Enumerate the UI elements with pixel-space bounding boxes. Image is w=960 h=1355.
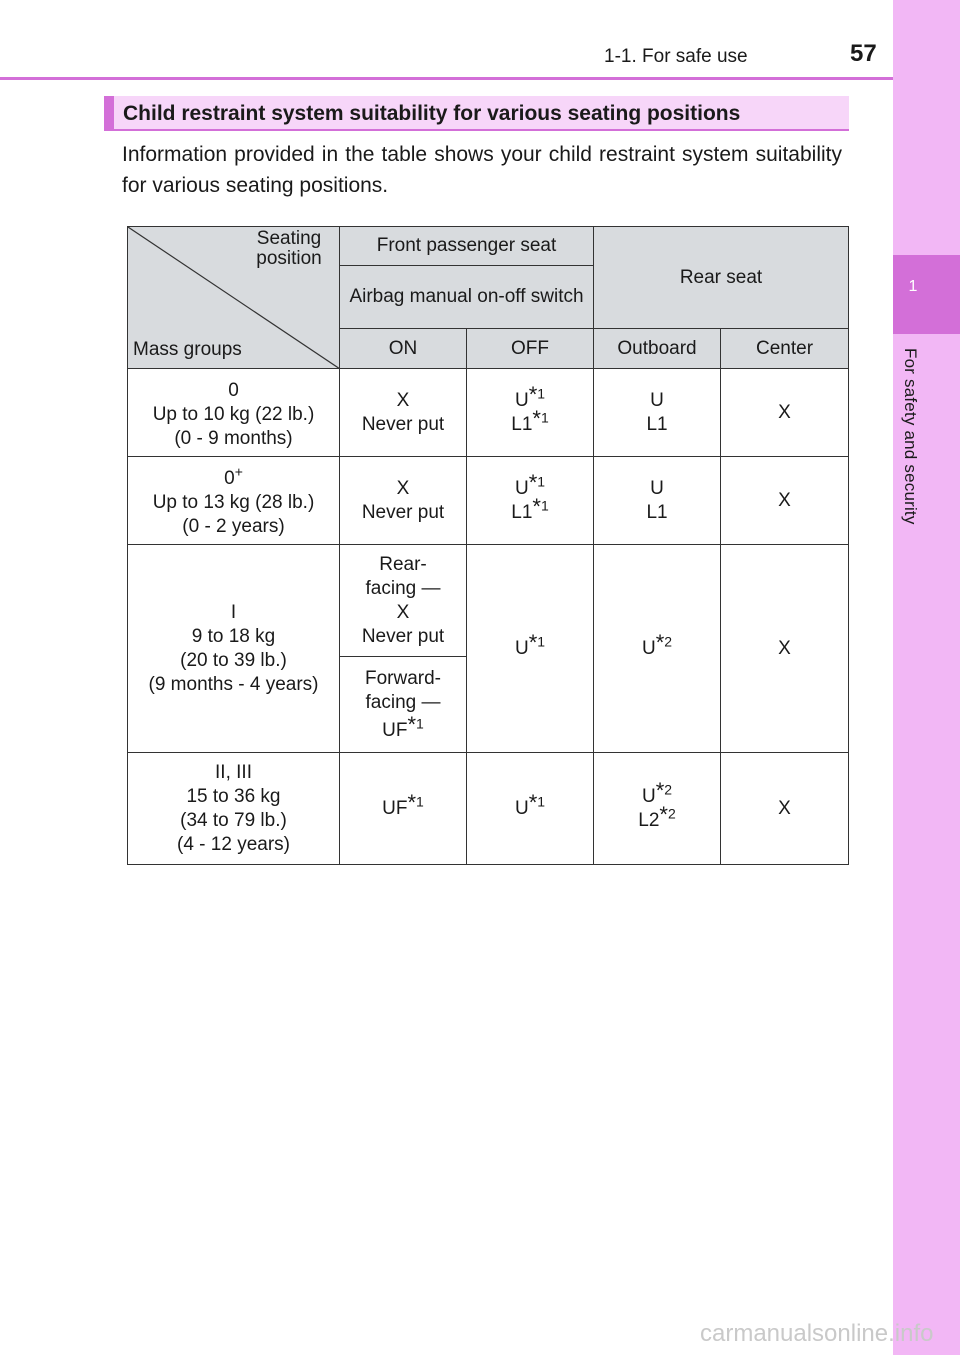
suitability-note: Never put: [361, 625, 445, 647]
suitability-code: L1: [511, 501, 533, 523]
outboard-cell: [594, 369, 721, 457]
seating-position-label: Seating position: [256, 228, 322, 269]
outboard-cell: U*$^2$ L2*$^2$: [594, 753, 721, 865]
mass-group: I: [230, 601, 237, 623]
outboard-cell: [594, 457, 721, 545]
suitability-code: U: [514, 797, 529, 819]
on-rear-facing-cell: [340, 545, 467, 657]
mass-group-plus: +: [234, 463, 243, 480]
suitability-note: Never put: [361, 413, 445, 435]
suitability-code: X: [396, 477, 410, 499]
suitability-code: X: [396, 601, 410, 623]
suitability-code: U: [650, 389, 664, 411]
col-center-header: Center: [721, 329, 849, 369]
table-row: [128, 457, 849, 545]
on-cell: [340, 369, 467, 457]
mass-range-lb: (20 to 39 lb.): [180, 649, 287, 671]
on-cell: [340, 457, 467, 545]
mass-range: 9 to 18 kg: [191, 625, 276, 647]
mass-group-cell: [128, 457, 340, 545]
mass-groups-label: Mass groups: [133, 339, 242, 360]
footnote-ref: 1: [537, 633, 546, 650]
suitability-code: UF: [382, 797, 408, 819]
footnote-ref: 1: [540, 497, 549, 514]
mass-group: II, III: [215, 761, 252, 783]
footnote-ref: 2: [667, 805, 676, 822]
outboard-cell: U*$^2$: [594, 545, 721, 753]
suitability-note: facing —: [365, 577, 441, 599]
corner-header: [128, 227, 340, 369]
age-range: (9 months - 4 years): [148, 673, 319, 695]
front-seat-header: Front passenger seat: [340, 227, 594, 266]
suitability-code: X: [396, 389, 410, 411]
suitability-code: U: [641, 637, 656, 659]
chapter-title: For safety and security: [901, 348, 920, 525]
footnote-ref: 1: [537, 793, 546, 810]
center-cell: X: [721, 753, 849, 865]
mass-group-cell: [128, 545, 340, 753]
suitability-table: [127, 226, 849, 865]
footnote-ref: 1: [416, 715, 424, 732]
mass-group-cell: [128, 369, 340, 457]
center-cell: X: [721, 457, 849, 545]
section-heading: [104, 96, 849, 131]
footnote-ref: 1: [537, 473, 546, 490]
on-forward-facing-cell: Forward- facing — UF*$^1$: [340, 657, 467, 753]
header-rule: [0, 77, 893, 80]
mass-range: Up to 10 kg (22 lb.): [152, 404, 315, 425]
rear-seat-header: Rear seat: [594, 227, 849, 329]
table-row: [128, 753, 849, 865]
suitability-code: UF: [382, 719, 408, 741]
table-row: [128, 369, 849, 457]
suitability-code: L1: [646, 501, 668, 523]
page-number: 57: [850, 40, 877, 67]
age-range: (0 - 2 years): [182, 516, 285, 537]
suitability-note: Rear-: [379, 553, 427, 575]
footnote-ref: 2: [664, 633, 673, 650]
suitability-code: L2: [638, 809, 660, 831]
mass-range: 15 to 36 kg: [186, 785, 281, 807]
on-cell: UF*$^1$: [340, 753, 467, 865]
col-outboard-header: Outboard: [594, 329, 721, 369]
intro-paragraph: Information provided in the table shows your child restraint system suitability for various seating positions.: [122, 143, 842, 197]
suitability-code: U: [514, 477, 529, 499]
suitability-code: U: [514, 389, 529, 411]
age-range: (0 - 9 months): [174, 428, 293, 449]
mass-group: 0: [228, 380, 239, 401]
section-heading-text: Child restraint system suitability for various seating positions: [123, 102, 741, 125]
age-range: (4 - 12 years): [177, 833, 290, 855]
suitability-code: L1: [511, 413, 533, 435]
footnote-ref: 1: [537, 385, 546, 402]
center-cell: X: [721, 545, 849, 753]
mass-range-lb: (34 to 79 lb.): [180, 809, 287, 831]
watermark: carmanualsonline.info: [700, 1320, 934, 1347]
col-off-header: OFF: [467, 329, 594, 369]
chapter-number: 1: [908, 278, 918, 295]
center-cell: X: [721, 369, 849, 457]
suitability-code: U: [641, 785, 656, 807]
section-name: 1-1. For safe use: [604, 46, 748, 67]
mass-group: 0: [224, 468, 235, 489]
suitability-code: U: [514, 637, 529, 659]
mass-group-cell: [128, 753, 340, 865]
footnote-ref: 1: [540, 409, 549, 426]
off-cell: U*$^1$: [467, 545, 594, 753]
suitability-note: Never put: [361, 501, 445, 523]
off-cell: U*$^1$ L1*$^1$: [467, 457, 594, 545]
col-on-header: ON: [340, 329, 467, 369]
suitability-note: Forward-: [364, 667, 441, 689]
footnote-ref: 2: [664, 781, 673, 798]
suitability-code: L1: [646, 413, 668, 435]
footnote-ref: 1: [416, 793, 424, 810]
off-cell: U*$^1$: [467, 753, 594, 865]
suitability-code: U: [650, 477, 664, 499]
side-bar: [893, 0, 960, 1355]
suitability-note: facing —: [365, 691, 441, 713]
mass-range: Up to 13 kg (28 lb.): [152, 492, 315, 513]
airbag-switch-header: Airbag manual on-off switch: [340, 266, 594, 329]
off-cell: U*$^1$ L1*$^1$: [467, 369, 594, 457]
table-row: [128, 545, 849, 657]
